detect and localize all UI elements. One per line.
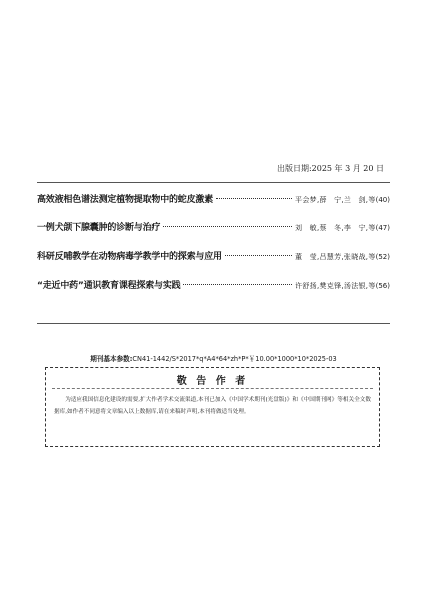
author-notice-title: 敬 告 作 者 xyxy=(176,376,249,387)
toc-entry[interactable] xyxy=(37,278,390,292)
toc-entry-title: 一例犬颌下腺囊肿的诊断与治疗 xyxy=(37,223,161,233)
toc-entry-page: (56) xyxy=(375,282,390,290)
toc-entry[interactable] xyxy=(37,249,390,263)
toc-leader-dots xyxy=(216,198,292,199)
toc-entry[interactable] xyxy=(37,192,390,206)
author-notice-divider xyxy=(52,388,373,389)
journal-parameters-value: CN41-1442/S*2017*q*A4*64*zh*P*￥10.00*1000*10*2025-03 xyxy=(132,355,337,363)
toc-entry-title: 高效液相色谱法测定植物提取物中的蛇皮激素 xyxy=(37,195,214,205)
publication-date: 出版日期:2025 年 3 月 20 日 xyxy=(276,164,384,173)
author-notice-body: 为适应我国信息化建设的需要,扩大作者学术交流渠道,本刊已加入《中国学术期刊(光盘版)》和《中国期刊网》等相关全文数据库,如作者不同意将文章编入以上数据库,请在来稿时声明,本刊将做适当处理。 xyxy=(54,397,371,415)
toc-leader-dots xyxy=(183,284,292,285)
toc-entry-page: (40) xyxy=(375,196,390,204)
toc-bottom-rule xyxy=(37,323,390,324)
toc-entry-page: (52) xyxy=(375,253,390,261)
journal-parameters xyxy=(0,353,427,363)
toc-leader-dots xyxy=(163,226,292,227)
toc-top-rule xyxy=(37,182,390,183)
toc-entry-authors: 董 莹,吕慧芳,张晓战,等 xyxy=(295,253,376,261)
toc-entry-title: “走近中药”通识教育课程探索与实践 xyxy=(37,281,181,291)
toc-entry-authors: 许舒扬,樊克锋,汤法银,等 xyxy=(295,282,376,290)
author-notice-box xyxy=(45,367,380,447)
toc-entry-page: (47) xyxy=(375,224,390,232)
toc-entry[interactable] xyxy=(37,220,390,234)
toc-entry-authors: 平会梦,薛 宁,兰 剑,等 xyxy=(295,196,376,204)
toc-leader-dots xyxy=(225,255,292,256)
journal-parameters-label: 期刊基本参数: xyxy=(90,355,133,363)
toc-entry-title: 科研反哺教学在动物病毒学教学中的探索与应用 xyxy=(37,252,222,262)
toc-entry-authors: 刘 敏,蔡 冬,李 宁,等 xyxy=(295,224,376,232)
